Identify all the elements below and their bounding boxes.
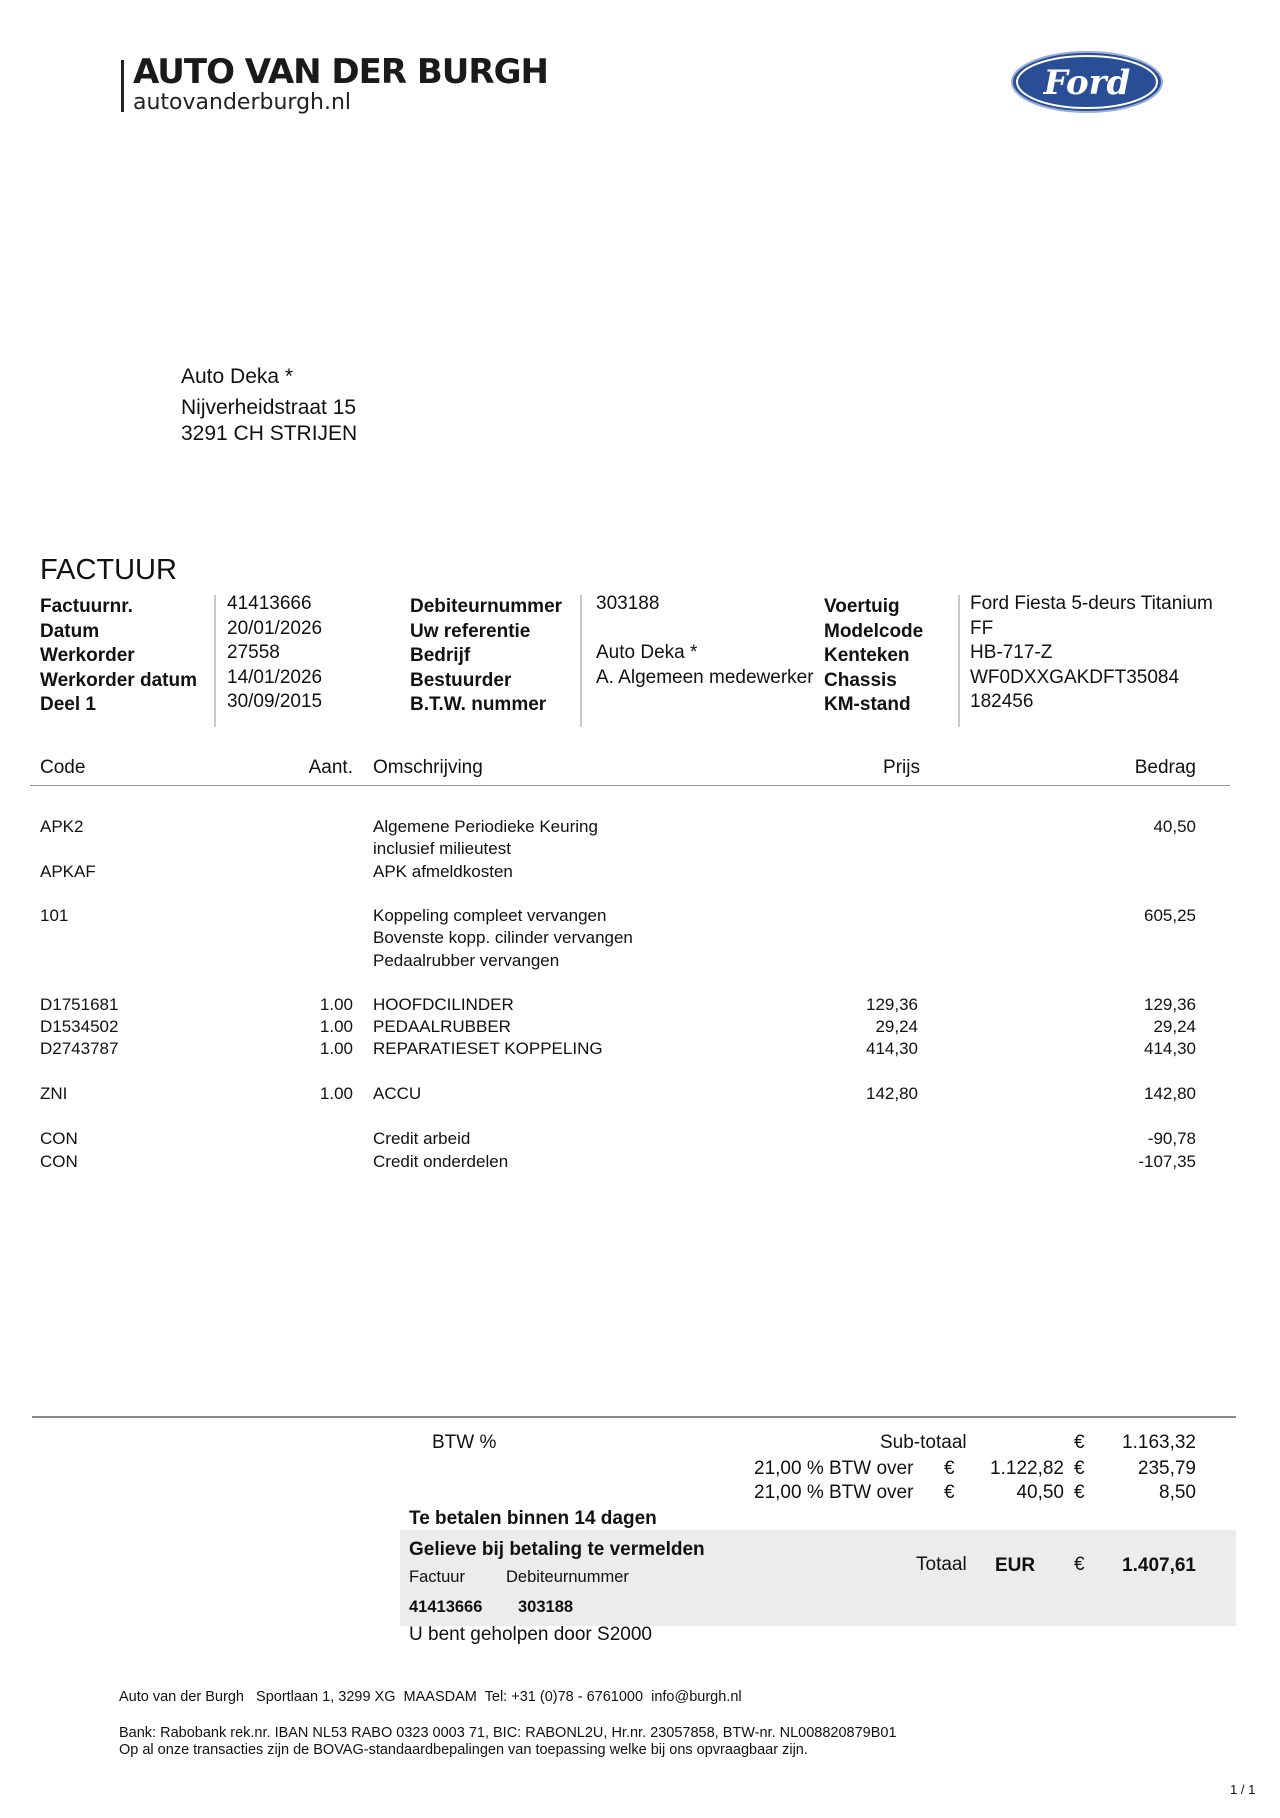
row-qty: 1.00 (319, 1084, 353, 1103)
meta-label: Deel 1 (40, 694, 96, 715)
total-value: 1.407,61 (1122, 1555, 1196, 1576)
table-row (0, 1016, 1280, 1039)
table-header-rule (30, 785, 1230, 786)
row-code: CON (40, 1152, 78, 1171)
row-qty: 1.00 (319, 995, 353, 1014)
col-header-desc: Omschrijving (373, 757, 483, 778)
logo-bar (121, 60, 124, 112)
vat-line-amount: 8,50 (1159, 1482, 1196, 1503)
meta-value: 27558 (227, 642, 280, 663)
meta-label: Datum (40, 620, 100, 642)
table-row (0, 1128, 1280, 1151)
row-code: D1534502 (40, 1017, 119, 1036)
row-price: 129,36 (866, 995, 918, 1014)
meta-label: Factuurnr. (40, 596, 133, 617)
row-desc: ACCU (373, 1084, 422, 1103)
document-title: FACTUUR (40, 554, 177, 586)
row-qty: 1.00 (319, 1017, 353, 1036)
table-row (0, 994, 1280, 1017)
payment-reference-box (400, 1530, 1236, 1626)
meta-value (596, 617, 823, 642)
meta-label: Voertuig (824, 596, 900, 617)
company-url: autovanderburgh.nl (133, 90, 352, 115)
row-amount: 142,80 (1144, 1084, 1196, 1103)
ford-logo (1010, 50, 1164, 114)
row-code: D1751681 (40, 995, 119, 1014)
vat-line-label: 21,00 % BTW over (754, 1458, 914, 1479)
page-number: 1 / 1 (1230, 1782, 1256, 1797)
meta-value: 41413666 (227, 593, 312, 614)
summary-rule (32, 1416, 1236, 1418)
row-desc: Pedaalrubber vervangen (373, 951, 560, 970)
table-row (0, 816, 1280, 839)
col-header-amount: Bedrag (1134, 757, 1196, 778)
subtotal-label: Sub-totaal (880, 1432, 967, 1453)
meta-value: 182456 (970, 691, 1034, 712)
meta-col1-values (227, 592, 387, 715)
row-desc: Bovenste kopp. cilinder vervangen (373, 928, 633, 947)
row-qty: 1.00 (319, 1039, 353, 1058)
mention-title: Gelieve bij betaling te vermelden (409, 1539, 705, 1560)
footer-address: Auto van der Burgh Sportlaan 1, 3299 XG MAASDAM Tel: +31 (0)78 - 6761000 info@burgh.nl (119, 1689, 742, 1705)
table-row (0, 1038, 1280, 1061)
col-header-code: Code (40, 757, 86, 778)
company-name: AUTO VAN DER BURGH (133, 52, 548, 92)
row-code: 101 (40, 906, 69, 925)
meta-col3-values (970, 592, 1213, 715)
meta-value: HB-717-Z (970, 642, 1053, 663)
ford-logo-text: Ford (1043, 63, 1131, 103)
col-header-price: Prijs (883, 757, 920, 778)
meta-label: Werkorder (40, 645, 135, 666)
meta-label: Chassis (824, 669, 897, 691)
meta-label: Bestuurder (410, 669, 512, 691)
row-desc: Credit onderdelen (373, 1152, 509, 1171)
btw-header: BTW % (432, 1432, 497, 1453)
mention-invoice-value: 41413666 (409, 1598, 483, 1616)
meta-label: Uw referentie (410, 620, 531, 642)
recipient-address (181, 364, 357, 447)
row-amount: 29,24 (1153, 1017, 1196, 1036)
meta-separator (214, 595, 216, 727)
meta-value: Ford Fiesta 5-deurs Titanium (970, 593, 1213, 614)
vat-line-amount: 235,79 (1137, 1458, 1196, 1479)
subtotal-currency: € (1074, 1432, 1085, 1453)
footer-terms: Op al onze transacties zijn de BOVAG-standaardbepalingen van toepassing welke bij ons opvraagbaar zijn. (119, 1742, 808, 1758)
row-desc: inclusief milieutest (373, 839, 511, 858)
row-amount: 40,50 (1153, 817, 1196, 836)
total-currency-code: EUR (995, 1555, 1036, 1576)
row-price: 29,24 (875, 1017, 918, 1036)
table-row (0, 927, 1280, 950)
meta-value: 303188 (596, 593, 660, 614)
meta-value: 20/01/2026 (227, 617, 323, 639)
total-label: Totaal (916, 1554, 967, 1575)
footer-bank: Bank: Rabobank rek.nr. IBAN NL53 RABO 0323 0003 71, BIC: RABONL2U, Hr.nr. 23057858, BTW-nr. NL008820879B01 (119, 1725, 897, 1741)
mention-debtor-label: Debiteurnummer (506, 1568, 629, 1586)
row-code: APK2 (40, 817, 84, 836)
meta-label: KM-stand (824, 694, 911, 715)
mention-invoice-label: Factuur (409, 1568, 465, 1586)
meta-col2-values (596, 592, 823, 715)
meta-value: 30/09/2015 (227, 691, 323, 712)
meta-label: Kenteken (824, 645, 910, 666)
row-price: 414,30 (866, 1039, 918, 1058)
meta-value: WF0DXXGAKDFT35084 (970, 666, 1180, 688)
table-row (0, 861, 1280, 884)
vat-line-currency: € (1074, 1482, 1085, 1503)
meta-label: Debiteurnummer (410, 596, 563, 617)
row-desc: REPARATIESET KOPPELING (373, 1039, 603, 1058)
row-amount: 414,30 (1144, 1039, 1196, 1058)
row-price: 142,80 (866, 1084, 918, 1103)
col-header-qty: Aant. (308, 757, 353, 778)
row-code: APKAF (40, 862, 96, 881)
meta-col1-labels (40, 595, 215, 718)
table-row (0, 950, 1280, 973)
meta-label: Modelcode (824, 620, 924, 642)
meta-value: 14/01/2026 (227, 666, 323, 688)
table-row (0, 1083, 1280, 1106)
row-desc: HOOFDCILINDER (373, 995, 514, 1014)
meta-label: Bedrijf (410, 645, 471, 666)
subtotal-value: 1.163,32 (1122, 1432, 1196, 1453)
row-amount: -90,78 (1147, 1129, 1196, 1148)
row-desc: Koppeling compleet vervangen (373, 906, 607, 925)
meta-label: Werkorder datum (40, 669, 197, 691)
total-currency: € (1074, 1554, 1085, 1575)
row-code: CON (40, 1129, 78, 1148)
row-desc: Credit arbeid (373, 1129, 471, 1148)
vat-line-currency: € (944, 1458, 955, 1479)
recipient-name: Auto Deka * (181, 365, 294, 388)
meta-label: B.T.W. nummer (410, 694, 547, 715)
recipient-city: 3291 CH STRIJEN (181, 422, 358, 445)
payment-terms: Te betalen binnen 14 dagen (409, 1508, 657, 1529)
vat-line-currency: € (944, 1482, 955, 1503)
mention-debtor-value: 303188 (518, 1598, 574, 1616)
meta-value: Auto Deka * (596, 642, 698, 663)
vat-line-base: 1.122,82 (990, 1458, 1064, 1479)
meta-separator (580, 595, 582, 727)
recipient-street: Nijverheidstraat 15 (181, 396, 357, 419)
meta-separator (958, 595, 960, 727)
vat-line-label: 21,00 % BTW over (754, 1482, 914, 1503)
vat-line-base: 40,50 (1016, 1482, 1064, 1503)
row-code: D2743787 (40, 1039, 119, 1058)
row-code: ZNI (40, 1084, 68, 1103)
row-desc: APK afmeldkosten (373, 862, 513, 881)
meta-value: FF (970, 617, 994, 639)
row-desc: Algemene Periodieke Keuring (373, 817, 598, 836)
row-amount: 605,25 (1144, 906, 1196, 925)
row-amount: 129,36 (1144, 995, 1196, 1014)
row-desc: PEDAALRUBBER (373, 1017, 511, 1036)
meta-value: A. Algemeen medewerker (596, 666, 814, 688)
meta-block (40, 595, 1220, 730)
table-row (0, 1151, 1280, 1174)
table-row (0, 838, 1280, 861)
meta-col3-labels (824, 595, 964, 718)
table-row (0, 905, 1280, 928)
vat-line-currency: € (1074, 1458, 1085, 1479)
row-amount: -107,35 (1138, 1152, 1196, 1171)
meta-value (596, 690, 823, 715)
helped-by: U bent geholpen door S2000 (409, 1624, 652, 1645)
